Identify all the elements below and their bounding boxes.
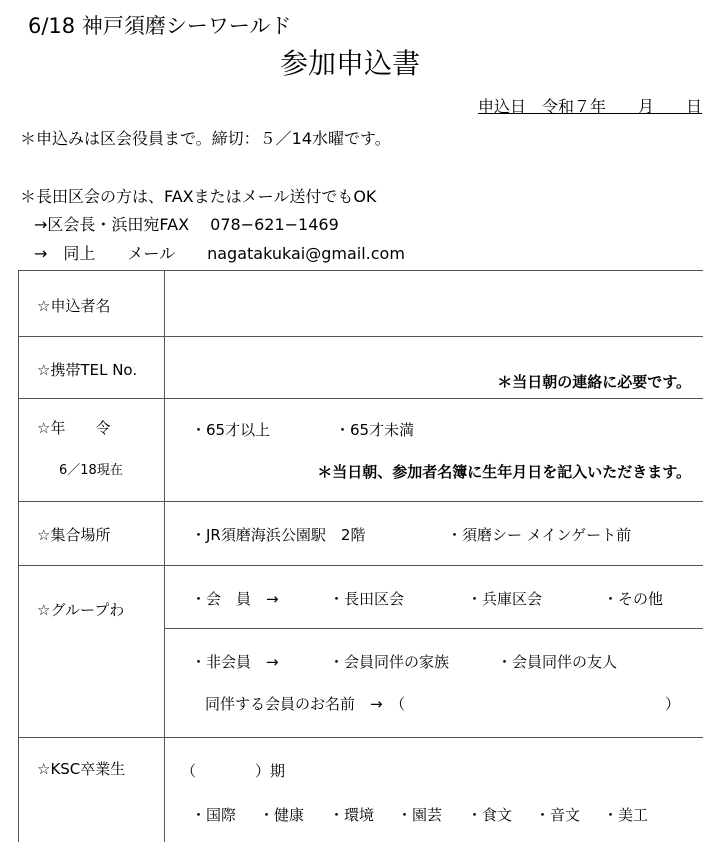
ksc-label: ☆KSC卒業生 [37, 760, 126, 778]
meeting-gate-option[interactable]: ・須磨シー メインゲート前 [447, 526, 632, 544]
nonmember-option[interactable]: ・非会員 → [191, 653, 279, 671]
deadline-note: ＊申込みは区会役員まで。締切：５／14水曜です。 [20, 129, 391, 148]
applicant-label: ☆申込者名 [37, 297, 111, 315]
group-member-row [19, 566, 704, 629]
course-option[interactable]: ・美工 [603, 806, 649, 824]
course-option[interactable]: ・国際 [191, 806, 237, 824]
ksc-term-open: （ [181, 762, 197, 780]
phone-row [19, 337, 704, 399]
age-note: ＊当日朝、参加者名簿に生年月日を記入いただきます。 [317, 463, 691, 481]
companion-name-close: ） [665, 695, 681, 713]
age-row [19, 399, 704, 502]
companion-name-label: 同伴する会員のお名前 → （ [205, 695, 406, 713]
age-under-65-option[interactable]: ・65才未満 [335, 421, 415, 439]
mail-note: → 同上 メール nagatakukai@gmail.com [34, 244, 405, 263]
course-option[interactable]: ・音文 [535, 806, 581, 824]
fax-note: →区会長・浜田宛FAX 078−621−1469 [34, 215, 339, 234]
nagata-option[interactable]: ・長田区会 [329, 590, 405, 608]
ksc-term-close: ）期 [255, 762, 286, 780]
meeting-place-label: ☆集合場所 [37, 526, 111, 544]
nagata-note: ＊長田区会の方は、FAXまたはメール送付でもOK [20, 187, 377, 206]
meeting-station-option[interactable]: ・JR須磨海浜公園駅 2階 [191, 526, 366, 544]
age-over-65-option[interactable]: ・65才以上 [191, 421, 271, 439]
hyogo-option[interactable]: ・兵庫区会 [467, 590, 543, 608]
form-title: 参加申込書 [280, 47, 421, 80]
phone-label: ☆携帯TEL No. [37, 361, 138, 379]
course-option[interactable]: ・環境 [329, 806, 375, 824]
meeting-place-row [19, 502, 704, 566]
age-reference-date: 6／18現在 [59, 463, 123, 478]
course-option[interactable]: ・健康 [259, 806, 305, 824]
family-option[interactable]: ・会員同伴の家族 [329, 653, 450, 671]
phone-field[interactable] [165, 337, 704, 399]
applicant-name-field[interactable] [165, 271, 704, 337]
ksc-row [19, 738, 704, 843]
course-option[interactable]: ・園芸 [397, 806, 443, 824]
friend-option[interactable]: ・会員同伴の友人 [497, 653, 618, 671]
applicant-row [19, 271, 704, 337]
application-date: 申込日 令和７年 月 日 [477, 97, 702, 116]
course-option[interactable]: ・食文 [467, 806, 513, 824]
member-option[interactable]: ・会 員 → [191, 590, 279, 608]
phone-note: ＊当日朝の連絡に必要です。 [497, 373, 691, 391]
group-label: ☆グループわ [37, 601, 125, 619]
other-option[interactable]: ・その他 [603, 590, 664, 608]
event-title: 6/18 神戸須磨シーワールド [28, 14, 292, 38]
age-label: ☆年 令 [37, 419, 111, 437]
application-form [18, 270, 703, 842]
